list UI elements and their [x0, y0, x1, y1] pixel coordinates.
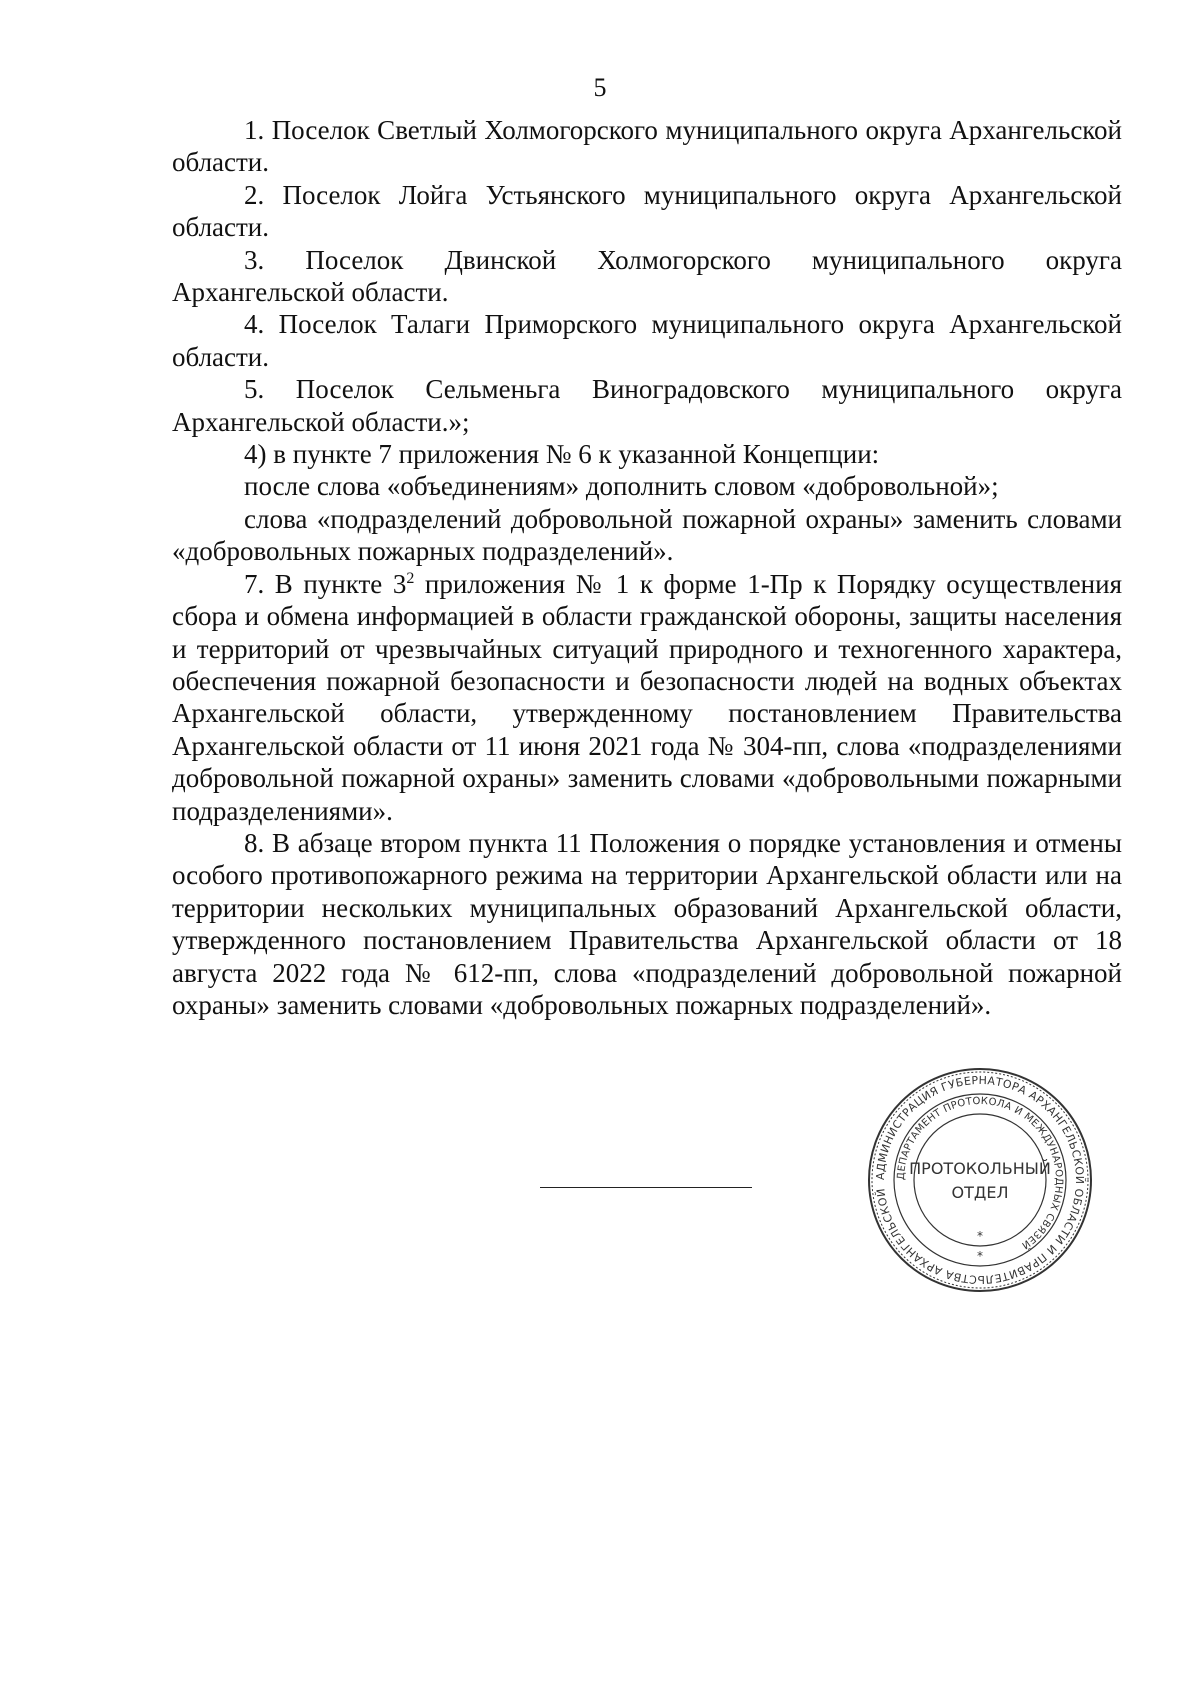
- stamp-star-icon: *: [977, 1229, 983, 1243]
- stamp-star-icon-2: *: [977, 1249, 983, 1263]
- paragraph-point-8: 8. В абзаце втором пункта 11 Положения о порядке установления и отмены особого противопожарного режима на территории Архангельской области или на территории нескольких муниципальных образований Архангельской области, утвержденного постановлением Правительства Архангельской области от 18 августа 2022 года № 612-пп, слова «подразделений добровольной пожарной охраны» заменить словами «добровольных пожарных подразделений».: [172, 827, 1122, 1020]
- paragraph-item-4: 4. Поселок Талаги Приморского муниципального округа Архангельской области.: [172, 309, 1122, 372]
- paragraph-point-7: [172, 568, 1122, 827]
- protocol-department-stamp: [865, 1065, 1095, 1295]
- page-number: 5: [593, 73, 607, 102]
- stamp-inner-text: ДЕПАРТАМЕНТ ПРОТОКОЛА И МЕЖДУНАРОДНЫХ СВЯЗЕЙ: [895, 1095, 1065, 1251]
- paragraph-item-2: 2. Поселок Лойга Устьянского муниципального округа Архангельской области.: [172, 179, 1122, 243]
- paragraph-point-7-superscript: 2: [406, 569, 415, 587]
- paragraph-subpoint-4: 4) в пункте 7 приложения № 6 к указанной Концепции:: [244, 439, 880, 470]
- signature-divider: [540, 1187, 752, 1188]
- paragraph-amendment-1: после слова «объединениям» дополнить словом «добровольной»;: [244, 471, 999, 502]
- stamp-outer-text: АДМИНИСТРАЦИЯ ГУБЕРНАТОРА АРХАНГЕЛЬСКОЙ ОБЛАСТИ И ПРАВИТЕЛЬСТВА АРХАНГЕЛЬСКОЙ: [873, 1073, 1087, 1287]
- stamp-inner-ring: [914, 1114, 1046, 1246]
- paragraph-point-7-prefix: 7. В пункте 3: [244, 568, 407, 599]
- paragraph-amendment-2: слова «подразделений добровольной пожарной охраны» заменить словами «добровольных пожарных подразделений».: [172, 503, 1122, 567]
- stamp-graphic: [865, 1065, 1095, 1295]
- paragraph-item-5: 5. Поселок Сельменьга Виноградовского муниципального округа Архангельской области.»;: [172, 374, 1122, 437]
- stamp-center-line1: ПРОТОКОЛЬНЫЙ: [909, 1159, 1051, 1178]
- paragraph-point-7-text: приложения № 1 к форме 1-Пр к Порядку осуществления сбора и обмена информацией в области гражданской обороны, защиты населения и территорий от чрезвычайных ситуаций природного и техногенного характера, обеспечения пожарной безопасности и безопасности людей на водных объектах Архангельской области, утвержденному постановлением Правительства Архангельской области от 11 июня 2021 года № 304-пп, слова «подразделениями добровольной пожарной охраны» заменить словами «добровольными пожарными подразделениями».: [172, 568, 1123, 826]
- paragraph-item-1: 1. Поселок Светлый Холмогорского муниципального округа Архангельской области.: [172, 115, 1122, 178]
- document-body: [172, 114, 1122, 1021]
- paragraph-item-3: 3. Поселок Двинской Холмогорского муниципального округа Архангельской области.: [172, 244, 1122, 308]
- stamp-center-line2: ОТДЕЛ: [951, 1183, 1009, 1202]
